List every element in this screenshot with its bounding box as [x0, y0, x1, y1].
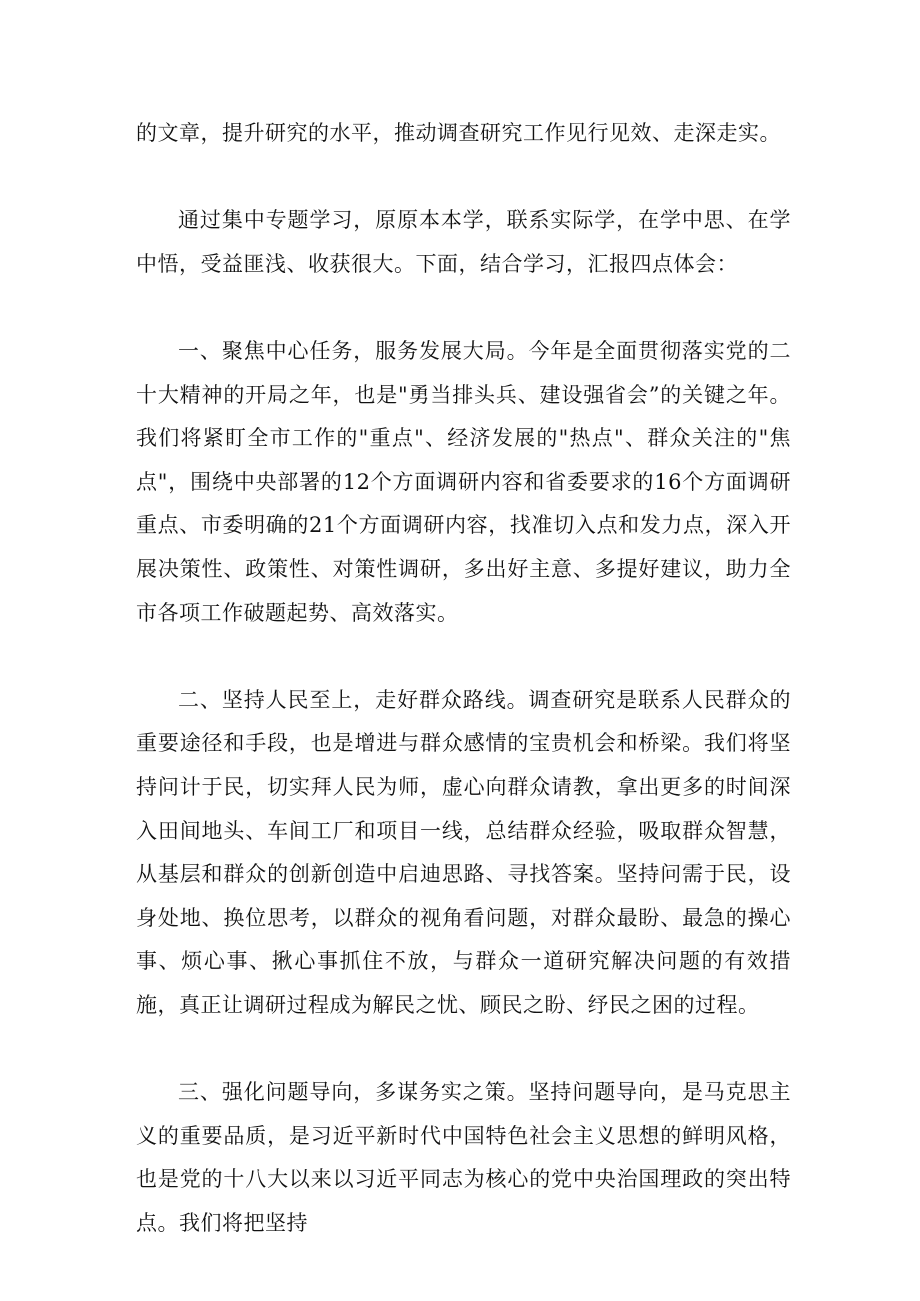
paragraph-point-two: 二、坚持人民至上，走好群众路线。调查研究是联系人民群众的重要途径和手段，也是增进与群众感情的宝贵机会和桥梁。我们将坚持问计于民，切实拜人民为师，虚心向群众请教，拿出更多的时间深入田间地头、车间工厂和项目一线，总结群众经验，吸取群众智慧，从基层和群众的创新创造中启迪思路、寻找答案。坚持问需于民，设身处地、换位思考，以群众的视角看问题，对群众最盼、最急的操心事、烦心事、揪心事抓住不放，与群众一道研究解决问题的有效措施，真正让调研过程成为解民之忧、顾民之盼、纾民之困的过程。: [136, 687, 791, 1017]
paragraph-point-three: 三、强化问题导向，多谋务实之策。坚持问题导向，是马克思主义的重要品质，是习近平新时代中国特色社会主义思想的鲜明风格，也是党的十八大以来以习近平同志为核心的党中央治国理政的突出特点。我们将把坚持: [136, 1080, 791, 1235]
paragraph-point-one: 一、聚焦中心任务，服务发展大局。今年是全面贯彻落实党的二十大精神的开局之年，也是"勇当排头兵、建设强省会”的关键之年。我们将紧盯全市工作的"重点"、经济发展的"热点"、群众关注的"焦点"，围绕中央部署的12个方面调研内容和省委要求的16个方面调研重点、市委明确的21个方面调研内容，找准切入点和发力点，深入开展决策性、政策性、对策性调研，多出好主意、多提好建议，助力全市各项工作破题起势、高效落实。: [136, 338, 791, 625]
paragraph-continued: 的文章，提升研究的水平，推动调查研究工作见行见效、走深走实。: [136, 121, 781, 145]
paragraph-intro: 通过集中专题学习，原原本本学，联系实际学，在学中思、在学中悟，受益匪浅、收获很大。下面，结合学习，汇报四点体会：: [136, 208, 791, 276]
document-body: [136, 112, 791, 1289]
